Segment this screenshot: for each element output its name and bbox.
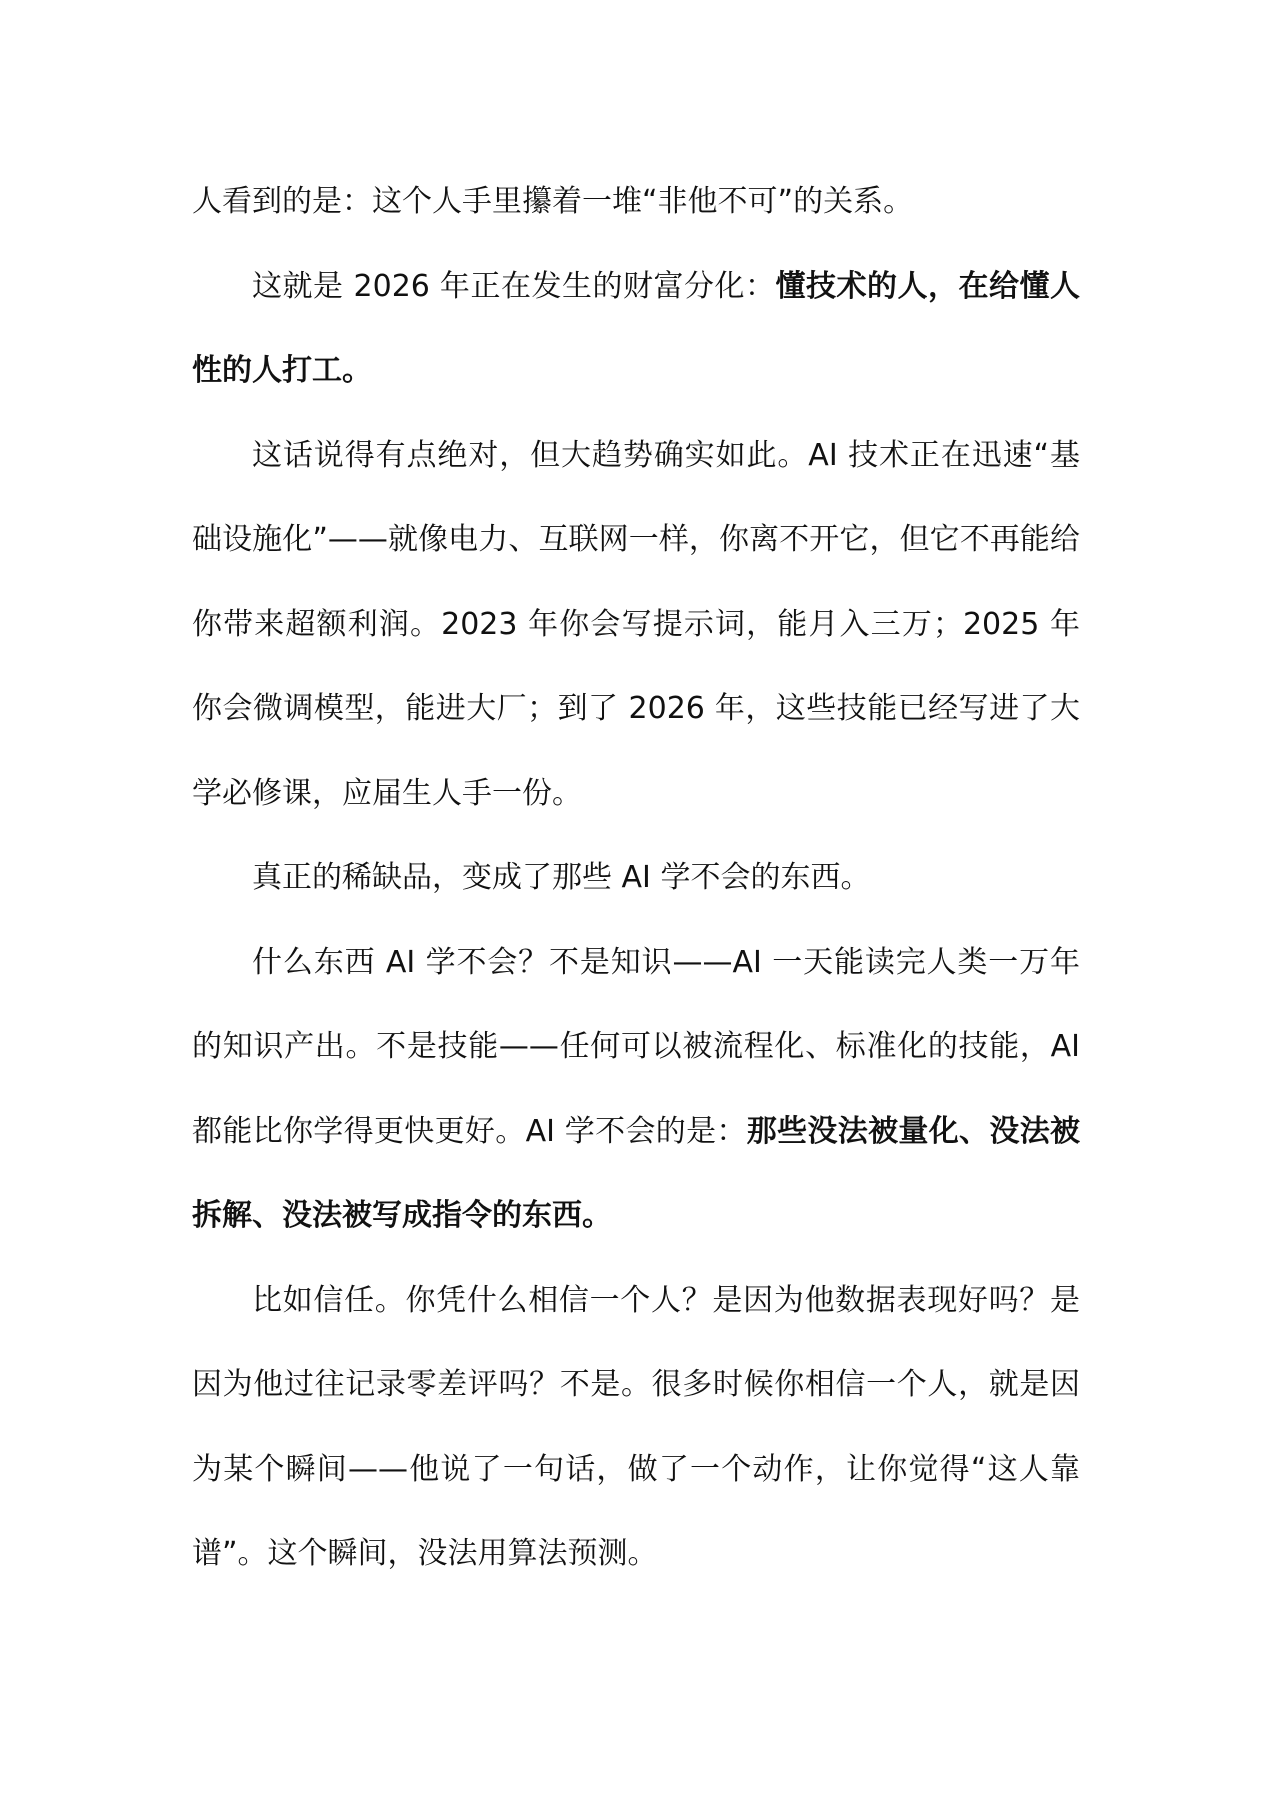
paragraph-1-text: 人看到的是：这个人手里攥着一堆“非他不可”的关系。: [192, 184, 914, 219]
document-body: [192, 160, 1080, 1597]
paragraph-4-text: 真正的稀缺品，变成了那些 AI 学不会的东西。: [252, 860, 871, 895]
paragraph-6-text: 比如信任。你凭什么相信一个人？是因为他数据表现好吗？是因为他过往记录零差评吗？不是。很多时候你相信一个人，就是因为某个瞬间——他说了一句话，做了一个动作，让你觉得“这人靠谱”。这个瞬间，没法用算法预测。: [192, 1282, 1080, 1571]
paragraph-4: [192, 836, 1080, 921]
paragraph-5: [192, 921, 1080, 1259]
paragraph-2: [192, 245, 1080, 414]
paragraph-2-text: 这就是 2026 年正在发生的财富分化：: [252, 268, 776, 304]
paragraph-1: [192, 160, 1080, 245]
paragraph-6: [192, 1259, 1080, 1597]
paragraph-2-bold-text: 懂技术的人，在给懂人性的人打工。: [192, 268, 1081, 388]
paragraph-3: [192, 414, 1080, 837]
paragraph-5-text: 什么东西 AI 学不会？不是知识——AI 一天能读完人类一万年的知识产出。不是技能——任何可以被流程化、标准化的技能，AI 都能比你学得更快更好。AI 学不会的是：: [192, 944, 1080, 1149]
paragraph-5-bold-text: 那些没法被量化、没法被拆解、没法被写成指令的东西。: [192, 1113, 1081, 1233]
paragraph-3-text: 这话说得有点绝对，但大趋势确实如此。AI 技术正在迅速“基础设施化”——就像电力、互联网一样，你离不开它，但它不再能给你带来超额利润。2023 年你会写提示词，能月入三万；2025 年你会微调模型，能进大厂；到了 2026 年，这些技能已经写进了大学必修课，应届生人手一份。: [192, 437, 1080, 811]
